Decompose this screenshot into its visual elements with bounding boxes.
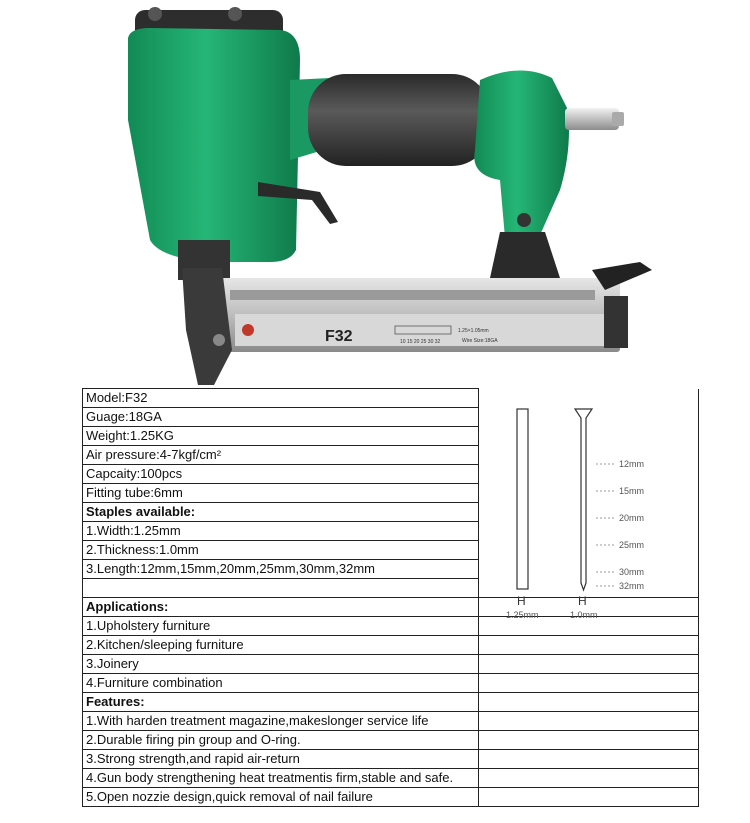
- diagram-cell: [479, 712, 699, 731]
- spec-row: [83, 731, 699, 750]
- spec-row: [83, 788, 699, 807]
- rubber-grip: [308, 74, 490, 166]
- spec-row: [83, 712, 699, 731]
- spec-cell: 3.Strong strength,and rapid air-return: [83, 750, 479, 769]
- spec-cell: Guage:18GA: [83, 408, 479, 427]
- spec-row: [83, 750, 699, 769]
- air-fitting-tip: [612, 112, 624, 126]
- rear-bracket: [490, 232, 560, 278]
- spec-row: [83, 674, 699, 693]
- spec-cell: 4.Gun body strengthening heat treatmentis firm,stable and safe.: [83, 769, 479, 788]
- diagram-cell: [479, 655, 699, 674]
- diagram-cell: [479, 674, 699, 693]
- scale-marks: 10 15 20 25 30 32: [400, 339, 441, 345]
- diagram-cell: [479, 731, 699, 750]
- spec-cell: Fitting tube:6mm: [83, 484, 479, 503]
- length-label: 30mm: [619, 567, 645, 577]
- brad-nail-icon: [575, 409, 592, 590]
- spec-cell: Model:F32: [83, 389, 479, 408]
- staple-diagram: [400, 400, 690, 625]
- spec-cell: 3.Joinery: [83, 655, 479, 674]
- spec-cell: 2.Durable firing pin group and O-ring.: [83, 731, 479, 750]
- spec-row: [83, 693, 699, 712]
- length-label: 12mm: [619, 459, 645, 469]
- diagram-cell: [479, 693, 699, 712]
- spec-cell: 1.Width:1.25mm: [83, 522, 479, 541]
- spec-cell: 3.Length:12mm,15mm,20mm,25mm,30mm,32mm: [83, 560, 479, 579]
- width-label: 1.25mm: [506, 610, 539, 620]
- spec-row: [83, 655, 699, 674]
- nail-gun-photo: [0, 0, 750, 388]
- spec-row: [83, 636, 699, 655]
- spec-cell: 4.Furniture combination: [83, 674, 479, 693]
- length-label: 25mm: [619, 540, 645, 550]
- spec-cell: 1.Upholstery furniture: [83, 617, 479, 636]
- spec-cell: Capcaity:100pcs: [83, 465, 479, 484]
- rear-body: [474, 70, 569, 238]
- spec-cell: 2.Thickness:1.0mm: [83, 541, 479, 560]
- spec-cell: 1.With harden treatment magazine,makeslonger service life: [83, 712, 479, 731]
- spec-cell: Weight:1.25KG: [83, 427, 479, 446]
- thickness-symbol: H: [578, 594, 587, 608]
- spec-cell: 5.Open nozzie design,quick removal of nail failure: [83, 788, 479, 807]
- cap-screw-icon: [228, 7, 242, 21]
- magazine-lip: [230, 290, 595, 300]
- gun-head: [128, 28, 300, 262]
- rear-screw-icon: [517, 213, 531, 227]
- plate-text-wire: Wire Size:18GA: [462, 338, 498, 344]
- section-heading: Applications:: [83, 598, 479, 617]
- section-heading: Staples available:: [83, 503, 479, 522]
- flat-staple-icon: [517, 409, 528, 589]
- diagram-cell: [479, 750, 699, 769]
- length-label: 32mm: [619, 581, 645, 591]
- nose-screw-icon: [213, 334, 225, 346]
- diagram-cell: [479, 769, 699, 788]
- width-symbol: H: [517, 594, 526, 608]
- cap-screw-icon: [148, 7, 162, 21]
- plate-text-size: 1.25×1.05mm: [458, 328, 489, 334]
- length-label: 15mm: [619, 486, 645, 496]
- spec-cell: 2.Kitchen/sleeping furniture: [83, 636, 479, 655]
- end-cap: [604, 296, 628, 348]
- length-marks: [596, 459, 644, 591]
- model-marking: F32: [325, 328, 353, 345]
- air-fitting: [565, 108, 619, 130]
- section-heading: Features:: [83, 693, 479, 712]
- spec-cell: Air pressure:4-7kgf/cm²: [83, 446, 479, 465]
- diagram-cell: [479, 788, 699, 807]
- length-label: 20mm: [619, 513, 645, 523]
- spec-row: [83, 769, 699, 788]
- release-button-icon: [242, 324, 254, 336]
- diagram-cell: [479, 636, 699, 655]
- thickness-label: 1.0mm: [570, 610, 598, 620]
